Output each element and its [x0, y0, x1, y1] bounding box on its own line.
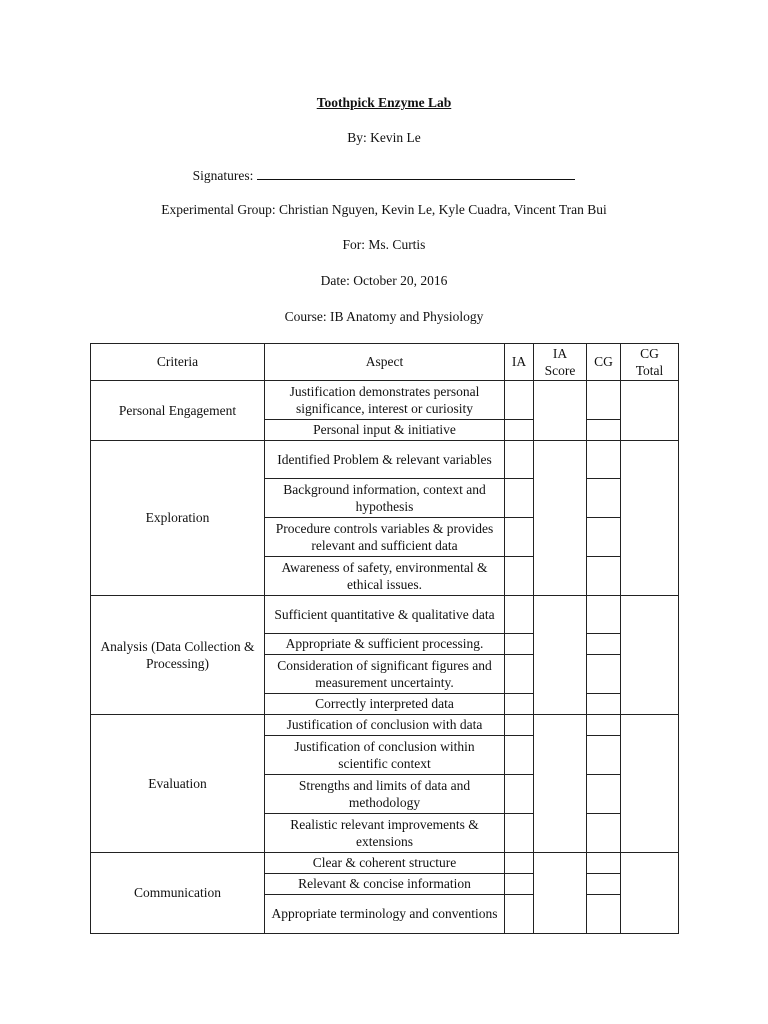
aspect-cell: Appropriate & sufficient processing. [265, 634, 505, 655]
ia-cell[interactable] [505, 596, 534, 634]
cg-total-cell[interactable] [621, 596, 679, 715]
cg-cell[interactable] [587, 420, 621, 441]
criteria-cell: Personal Engagement [91, 381, 265, 441]
aspect-cell: Awareness of safety, environmental & ethical issues. [265, 557, 505, 596]
header-ia: IA [505, 344, 534, 381]
aspect-cell: Realistic relevant improvements & extensions [265, 814, 505, 853]
aspect-cell: Clear & coherent structure [265, 853, 505, 874]
cg-cell[interactable] [587, 557, 621, 596]
ia-cell[interactable] [505, 655, 534, 694]
cg-cell[interactable] [587, 518, 621, 557]
ia-score-cell[interactable] [534, 853, 587, 934]
ia-cell[interactable] [505, 775, 534, 814]
cg-cell[interactable] [587, 694, 621, 715]
cg-cell[interactable] [587, 874, 621, 895]
cg-total-cell[interactable] [621, 381, 679, 441]
aspect-cell: Justification of conclusion with data [265, 715, 505, 736]
ia-cell[interactable] [505, 853, 534, 874]
signature-blank [257, 165, 575, 180]
ia-cell[interactable] [505, 874, 534, 895]
aspect-cell: Identified Problem & relevant variables [265, 441, 505, 479]
cg-cell[interactable] [587, 853, 621, 874]
table-row [91, 853, 679, 874]
cg-cell[interactable] [587, 775, 621, 814]
header-cg-total: CG Total [621, 344, 679, 381]
aspect-cell: Justification demonstrates personal significance, interest or curiosity [265, 381, 505, 420]
header-ia-score: IA Score [534, 344, 587, 381]
date-line: Date: October 20, 2016 [320, 273, 448, 288]
for-line: For: Ms. Curtis [342, 237, 426, 252]
aspect-cell: Background information, context and hypothesis [265, 479, 505, 518]
criteria-cell: Exploration [91, 441, 265, 596]
rubric-table [90, 343, 679, 934]
ia-cell[interactable] [505, 381, 534, 420]
criteria-cell: Analysis (Data Collection & Processing) [91, 596, 265, 715]
table-row [91, 596, 679, 634]
ia-cell[interactable] [505, 736, 534, 775]
aspect-cell: Justification of conclusion within scientific context [265, 736, 505, 775]
cg-cell[interactable] [587, 814, 621, 853]
signatures-label: Signatures: [192, 168, 254, 183]
experimental-group: Experimental Group: Christian Nguyen, Kevin Le, Kyle Cuadra, Vincent Tran Bui [161, 202, 607, 217]
cg-cell[interactable] [587, 596, 621, 634]
table-row [91, 715, 679, 736]
ia-score-cell[interactable] [534, 441, 587, 596]
cg-cell[interactable] [587, 715, 621, 736]
ia-cell[interactable] [505, 441, 534, 479]
ia-cell[interactable] [505, 479, 534, 518]
cg-cell[interactable] [587, 655, 621, 694]
header-cg: CG [587, 344, 621, 381]
aspect-cell: Sufficient quantitative & qualitative data [265, 596, 505, 634]
cg-cell[interactable] [587, 736, 621, 775]
ia-cell[interactable] [505, 694, 534, 715]
table-row [91, 381, 679, 420]
ia-cell[interactable] [505, 518, 534, 557]
course-line: Course: IB Anatomy and Physiology [284, 309, 484, 324]
ia-cell[interactable] [505, 814, 534, 853]
cg-cell[interactable] [587, 381, 621, 420]
aspect-cell: Procedure controls variables & provides relevant and sufficient data [265, 518, 505, 557]
table-header-row [91, 344, 679, 381]
signatures-line [0, 165, 768, 185]
ia-score-cell[interactable] [534, 715, 587, 853]
aspect-cell: Personal input & initiative [265, 420, 505, 441]
ia-cell[interactable] [505, 420, 534, 441]
document-title: Toothpick Enzyme Lab [316, 95, 452, 110]
table-row [91, 441, 679, 479]
cg-cell[interactable] [587, 479, 621, 518]
aspect-cell: Strengths and limits of data and methodology [265, 775, 505, 814]
ia-cell[interactable] [505, 715, 534, 736]
cg-cell[interactable] [587, 441, 621, 479]
header-aspect: Aspect [265, 344, 505, 381]
ia-cell[interactable] [505, 895, 534, 934]
cg-total-cell[interactable] [621, 853, 679, 934]
criteria-cell: Communication [91, 853, 265, 934]
cg-total-cell[interactable] [621, 441, 679, 596]
cg-total-cell[interactable] [621, 715, 679, 853]
ia-score-cell[interactable] [534, 381, 587, 441]
cg-cell[interactable] [587, 634, 621, 655]
ia-score-cell[interactable] [534, 596, 587, 715]
author-line: By: Kevin Le [347, 130, 421, 145]
aspect-cell: Relevant & concise information [265, 874, 505, 895]
header-criteria: Criteria [91, 344, 265, 381]
ia-cell[interactable] [505, 557, 534, 596]
ia-cell[interactable] [505, 634, 534, 655]
aspect-cell: Correctly interpreted data [265, 694, 505, 715]
criteria-cell: Evaluation [91, 715, 265, 853]
cg-cell[interactable] [587, 895, 621, 934]
aspect-cell: Appropriate terminology and conventions [265, 895, 505, 934]
aspect-cell: Consideration of significant figures and measurement uncertainty. [265, 655, 505, 694]
